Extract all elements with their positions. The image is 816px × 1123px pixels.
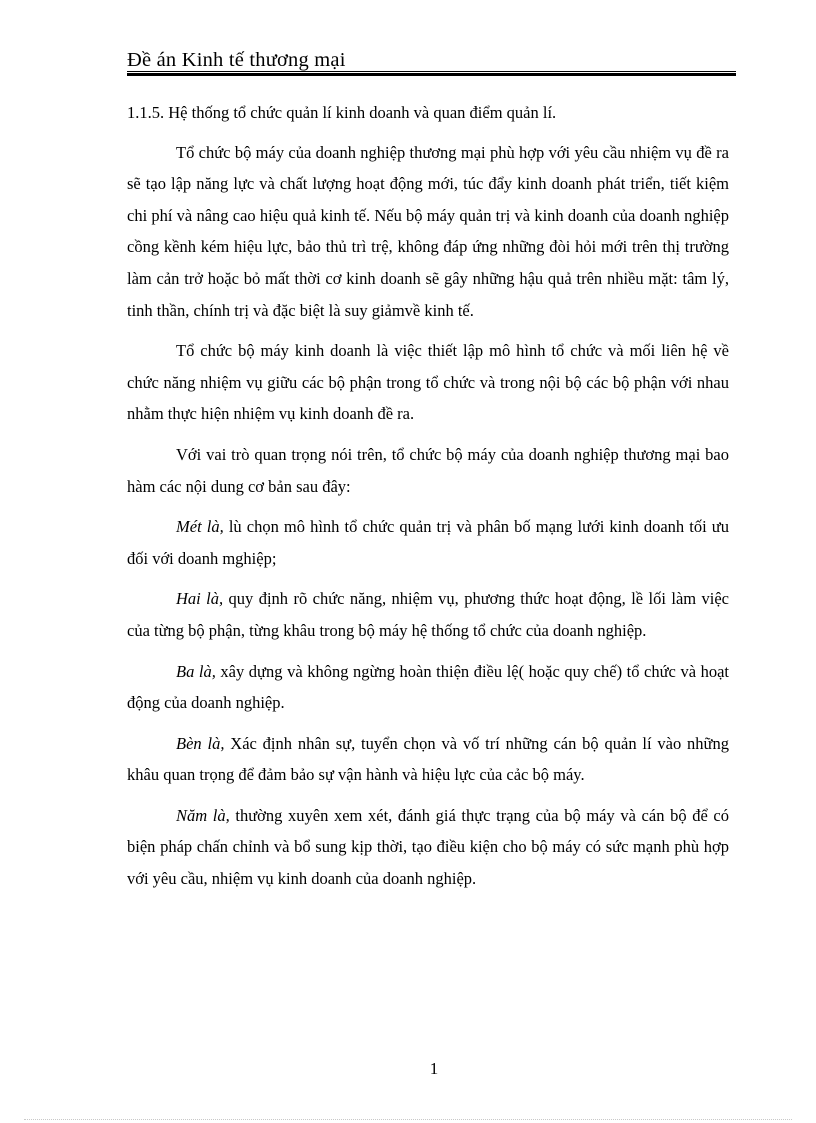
paragraph: Với vai trò quan trọng nói trên, tổ chức bộ máy của doanh nghiệp thương mại bao hàm các nội dung cơ bản sau đây: bbox=[127, 444, 729, 496]
list-item bbox=[127, 728, 729, 791]
paragraph: Tổ chức bộ máy kinh doanh là việc thiết lập mô hình tổ chức và mối liên hệ về chức năng nhiệm vụ giữu các bộ phận trong tổ chức và trong nội bộ các bộ phận với nhau nhằm thực hiện nhiệm vụ kinh doanh đề ra. bbox=[127, 341, 729, 424]
page-bottom-border bbox=[24, 1119, 792, 1120]
list-item bbox=[127, 800, 729, 895]
item-lead: Ba là, bbox=[176, 661, 216, 681]
item-text: Xác định nhân sự, tuyển chọn và vố trí những cán bộ quản lí vào những khâu quan trọng để đảm bảo sự vận hành và hiệu lực của cảc bộ máy. bbox=[127, 733, 729, 785]
item-text: quy định rõ chức năng, nhiệm vụ, phương thức hoạt động, lề lối làm việc của từng bộ phận, từng khâu trong bộ máy hệ thống tổ chức của doanh nghiệp. bbox=[127, 589, 729, 640]
page-number: 1 bbox=[429, 1059, 439, 1078]
item-text: xây dựng và không ngừng hoàn thiện điều lệ( hoặc quy chế) tổ chức và hoạt động của doanh nghiệp. bbox=[127, 661, 729, 713]
section-heading: 1.1.5. Hệ thống tổ chức quản lí kinh doanh và quan điểm quản lí. bbox=[127, 103, 557, 122]
list-item bbox=[127, 583, 729, 646]
paragraph: Tổ chức bộ máy của doanh nghiệp thương mại phù hợp với yêu cầu nhiệm vụ đề ra sẽ tạo lập năng lực và chất lượng hoạt động mới, túc đẩy kinh doanh phát triển, tiết kiệm chi phí và nâng cao hiệu quả kinh tế. Nếu bộ máy quản trị và kinh doanh của doanh nghiệp cồng kềnh kém hiệu lực, bảo thủ trì trệ, không đáp ứng những đòi hỏi mới trên thị trường làm cản trở hoặc bỏ mất thời cơ kinh doanh sẽ gây những hậu quả trên nhiều mặt: tâm lý, tinh thần, chính trị và đặc biệt là suy giảmvề kinh tế. bbox=[127, 142, 729, 320]
list-item bbox=[127, 656, 729, 719]
item-lead: Bèn là, bbox=[176, 733, 225, 753]
header-rule-thick bbox=[127, 73, 736, 76]
item-lead: Năm là, bbox=[176, 805, 230, 825]
list-item bbox=[127, 511, 729, 574]
page-body bbox=[127, 97, 729, 904]
item-text: lù chọn mô hình tổ chức quản trị và phân bố mạng lưới kinh doanh tối ưu đối với doanh mghiệp; bbox=[127, 517, 729, 568]
running-header: Đề án Kinh tế thương mại bbox=[127, 49, 346, 71]
item-text: thường xuyên xem xét, đánh giá thực trạng của bộ máy và cán bộ để có biện pháp chấn chỉnh và bổ sung kịp thời, tạo điều kiện cho bộ máy có sức mạnh phù hợp với yêu cầu, nhiệm vụ kinh doanh của doanh nghiệp. bbox=[127, 805, 729, 889]
item-lead: Hai là, bbox=[176, 589, 224, 609]
item-lead: Mét là, bbox=[176, 517, 224, 537]
header-rule-thin bbox=[127, 71, 736, 72]
